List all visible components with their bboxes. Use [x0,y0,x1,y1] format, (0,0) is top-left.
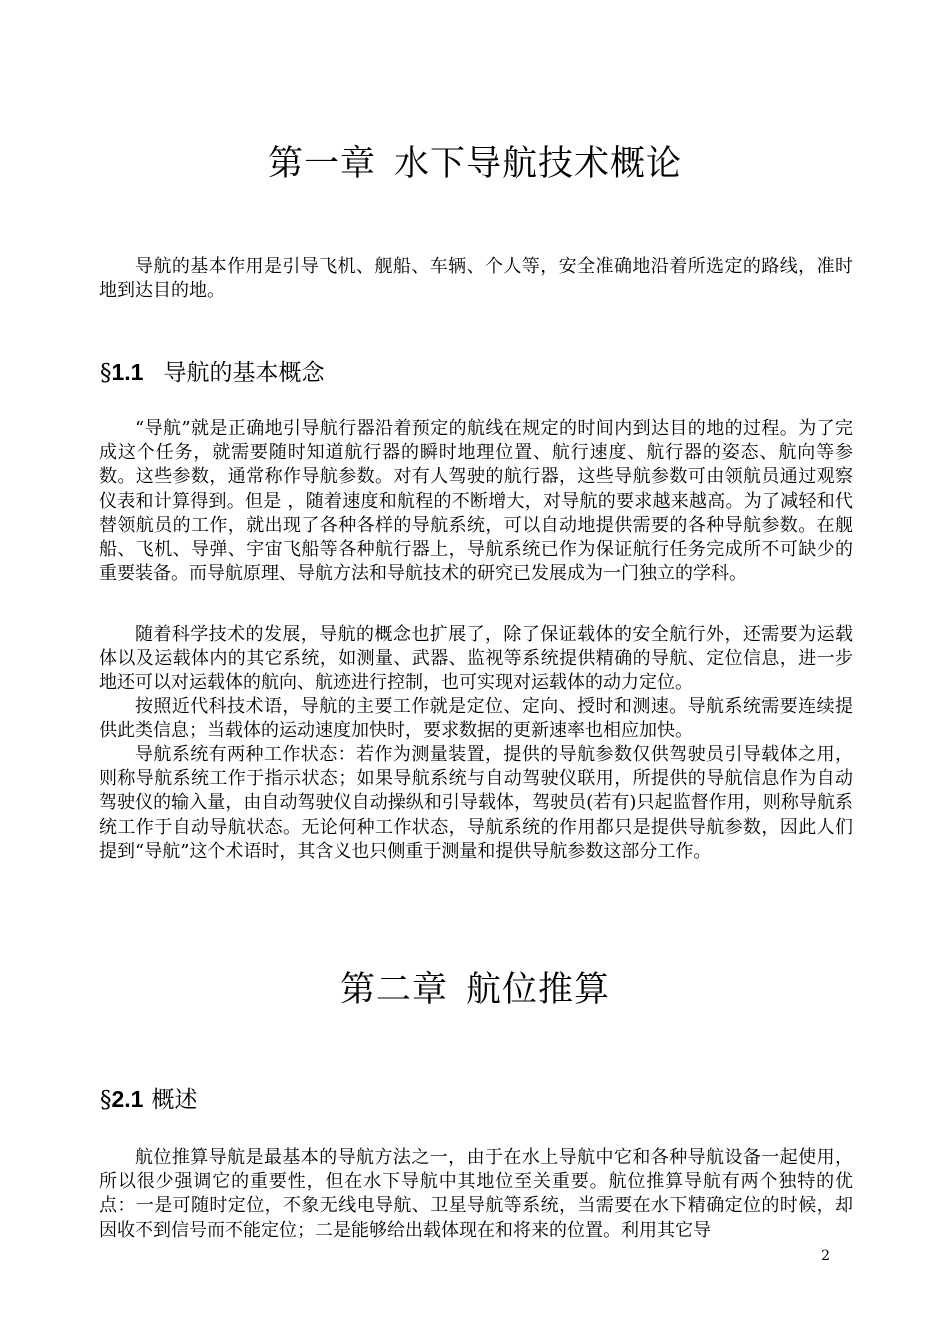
chapter-2-name: 航位推算 [466,970,611,1010]
section-title: 概述 [151,1087,198,1113]
section-title: 导航的基本概念 [163,360,325,386]
section-2-1-heading [100,1081,197,1114]
chapter-2-prefix: 第二章 [339,970,448,1010]
chapter-1-name: 水下导航技术概论 [394,144,683,184]
chapter-1-prefix: 第一章 [267,144,376,184]
section-number: 2.1 [111,1086,144,1112]
section-number: 1.1 [111,359,144,385]
chapter-1-title [0,136,950,186]
section-2-1-paragraph-1: 航位推算导航是最基本的导航方法之一，由于在水上导航中它和各种导航设备一起使用，所以很少强调它的重要性，但在水下导航中其地位至关重要。航位推算导航有两个独特的优点：一是可随时定位，不象无线电导航、卫星导航等系统，当需要在水下精确定位的时候，却因收不到信号而不能定位；二是能够给出载体现在和将来的位置。利用其它导 [99,1147,853,1241]
section-symbol: § [100,1087,112,1113]
section-symbol: § [100,360,112,386]
section-1-1-paragraph-3: 按照近代科技术语，导航的主要工作就是定位、定向、授时和测速。导航系统需要连续提供此类信息；当载体的运动速度加快时，要求数据的更新速率也相应加快。 [99,696,853,742]
section-1-1-paragraph-2: 随着科学技术的发展，导航的概念也扩展了，除了保证载体的安全航行外，还需要为运载体以及运载体内的其它系统，如测量、武器、监视等系统提供精确的导航、定位信息，进一步地还可以对运载体的航向、航迹进行控制，也可实现对运载体的动力定位。 [99,624,853,694]
chapter-2-title [0,962,950,1012]
section-1-1-paragraph-1: “导航”就是正确地引导航行器沿着预定的航线在规定的时间内到达目的地的过程。为了完成这个任务，就需要随时知道航行器的瞬时地理位置、航行速度、航行器的姿态、航向等参数。这些参数，通常称作导航参数。对有人驾驶的航行器，这些导航参数可由领航员通过观察仪表和计算得到。但是 ，随着速度和航程的不断增大，对导航的要求越来越高。为了减轻和代替领航员的工作，就出现了各种各样的导航系统，可以自动地提供需要的各种导航参数。在舰船、飞机、导弹、宇宙飞船等各种航行器上，导航系统已作为保证航行任务完成所不可缺少的重要装备。而导航原理、导航方法和导航技术的研究已发展成为一门独立的学科。 [99,418,853,585]
section-1-1-heading [100,354,324,387]
chapter-1-intro: 导航的基本作用是引导飞机、舰船、车辆、个人等，安全准确地沿着所选定的路线，准时地到达目的地。 [99,256,853,302]
section-1-1-paragraph-4: 导航系统有两种工作状态：若作为测量装置，提供的导航参数仅供驾驶员引导载体之用，则称导航系统工作于指示状态；如果导航系统与自动驾驶仪联用，所提供的导航信息作为自动驾驶仪的输入量，由自动驾驶仪自动操纵和引导载体，驾驶员(若有)只起监督作用，则称导航系统工作于自动导航状态。无论何种工作状态，导航系统的作用都只是提供导航参数，因此人们提到“导航”这个术语时，其含义也只侧重于测量和提供导航参数这部分工作。 [99,744,853,862]
page-number: 2 [821,1248,830,1264]
